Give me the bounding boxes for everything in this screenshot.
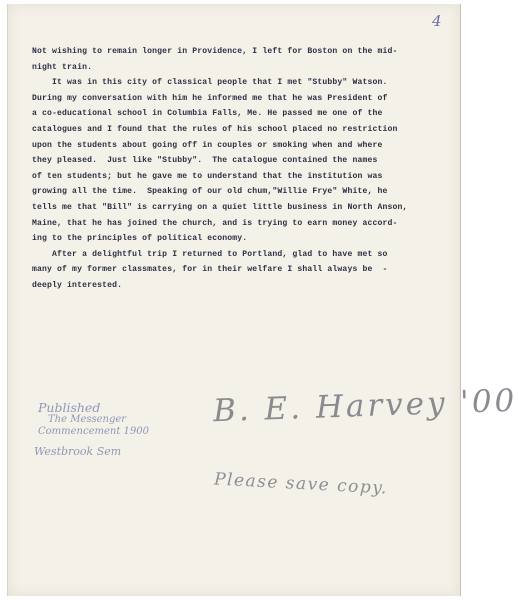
typed-line: a co-educational school in Columbia Falls, Me. He passed me one of the — [32, 109, 383, 119]
typed-line: After a delightful trip I returned to Portland, glad to have met so — [32, 249, 388, 259]
typed-line: upon the students about going off in couples or smoking when and where — [32, 140, 383, 150]
margin-note-line: Westbrook Sem — [34, 445, 122, 458]
typed-line: night train. — [32, 62, 93, 72]
typed-body — [32, 44, 444, 294]
typed-line: tells me that "Bill" is carrying on a quiet little business in North Anson, — [32, 202, 408, 212]
margin-note-line: The Messenger — [48, 414, 127, 425]
signature: B. E. Harvey '00 — [212, 382, 518, 430]
typed-line: During my conversation with him he informed me that he was President of — [32, 93, 388, 103]
document-page — [7, 4, 518, 596]
typed-line: deeply interested. — [32, 280, 123, 290]
typed-line: they pleased. Just like "Stubby". The catalogue contained the names — [32, 156, 378, 166]
page-number: 4 — [432, 12, 442, 30]
typed-line: of ten students; but he gave me to understand that the institution was — [32, 171, 383, 181]
typed-line: catalogues and I found that the rules of his school placed no restriction — [32, 124, 398, 134]
margin-note-line: Commencement 1900 — [38, 426, 150, 437]
typed-line: It was in this city of classical people that I met "Stubby" Watson. — [32, 78, 388, 88]
published-margin-note — [34, 402, 149, 458]
typed-line: many of my former classmates, for in their welfare I shall always be - — [32, 265, 388, 275]
typed-line: ing to the principles of political economy. — [32, 234, 248, 244]
save-copy-note: Please save copy. — [213, 469, 389, 499]
typed-line: Maine, that he has joined the church, and is trying to earn money accord- — [32, 218, 398, 228]
margin-note-line: Published — [38, 400, 101, 415]
typed-line: growing all the time. Speaking of our old chum,"Willie Frye" White, he — [32, 187, 388, 197]
typed-line: Not wishing to remain longer in Providence, I left for Boston on the mid- — [32, 47, 398, 56]
